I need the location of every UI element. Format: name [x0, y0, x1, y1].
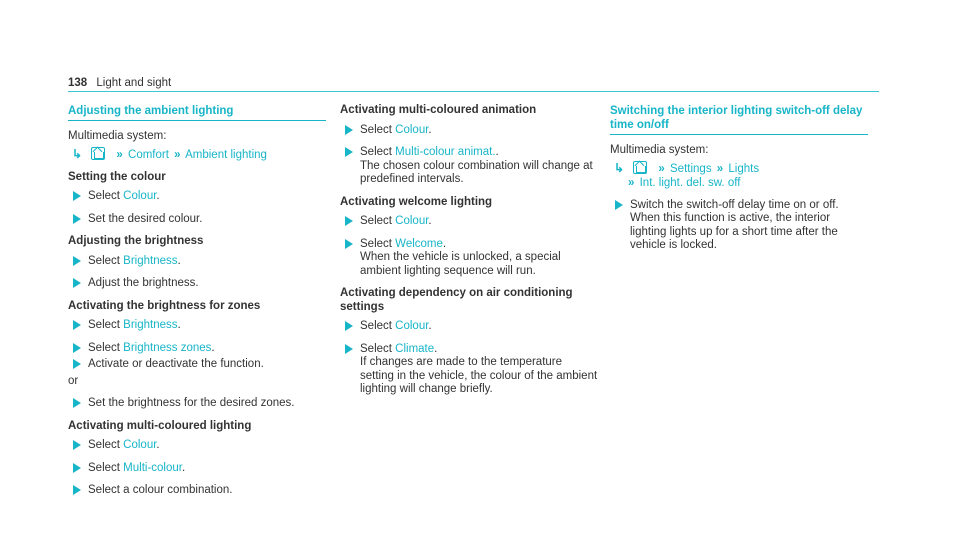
step-item: Select Multi-colour animat.. The chosen colour combination will change at predefined intervals.: [340, 146, 598, 187]
step-arrow-icon: [73, 320, 81, 330]
step-arrow-icon: [345, 216, 353, 226]
menu-option-colour: Colour: [123, 190, 157, 202]
step-arrow-icon: [73, 440, 81, 450]
path-item-comfort: Comfort: [128, 148, 169, 161]
menu-path: [68, 147, 326, 162]
section-title-ambient-lighting: Adjusting the ambient lighting: [68, 104, 326, 121]
menu-path: [610, 161, 868, 190]
double-chevron-icon: »: [174, 148, 179, 161]
menu-option-colour: Colour: [395, 215, 429, 227]
step-arrow-icon: [73, 463, 81, 473]
step-arrow-icon: [615, 200, 623, 210]
column-middle: [340, 104, 598, 406]
home-icon: [633, 161, 647, 174]
step-arrow-icon: [73, 485, 81, 495]
double-chevron-icon: »: [716, 162, 722, 175]
step-arrow-icon: [345, 239, 353, 249]
subsection-animation: Activating multi-coloured animation: [340, 104, 537, 116]
path-item-lights: Lights: [728, 162, 760, 175]
step-arrow-icon: [73, 278, 81, 288]
step-arrow-icon: [73, 359, 81, 369]
path-intro: Multimedia system:: [68, 130, 167, 142]
step-item: Select Colour.: [68, 190, 326, 204]
step-item: Select Brightness.: [68, 319, 326, 333]
subsection-climate: Activating dependency on air conditioning settings: [340, 287, 573, 313]
menu-option-colour: Colour: [395, 123, 429, 136]
step-arrow-icon: [73, 256, 81, 266]
step-item: Select Multi-colour.: [68, 462, 326, 476]
menu-option-brightness: Brightness: [123, 254, 178, 267]
step-description: If changes are made to the temperature setting in the vehicle, the colour of the ambient lighting will change briefly.: [360, 356, 598, 395]
step-item: Adjust the brightness.: [68, 277, 326, 291]
menu-option-brightness: Brightness: [123, 319, 178, 331]
path-item-settings: Settings: [670, 162, 712, 175]
step-arrow-icon: [345, 147, 353, 157]
menu-option-colour: Colour: [123, 439, 157, 451]
step-item: Select Colour.: [340, 320, 598, 334]
double-chevron-icon: »: [658, 162, 663, 175]
page-number: 138: [68, 77, 88, 89]
step-arrow-icon: [73, 191, 81, 201]
menu-option-welcome: Welcome: [395, 237, 443, 250]
subsection-brightness: Adjusting the brightness: [68, 235, 204, 247]
step-item: Set the desired colour.: [68, 213, 326, 227]
path-item-ambient-lighting: Ambient lighting: [185, 148, 267, 161]
step-item: Select Brightness.: [68, 255, 326, 269]
step-description: The chosen colour combination will change at predefined intervals.: [360, 159, 593, 185]
step-item: Select Welcome. When the vehicle is unlocked, a special ambient lighting sequence will run.: [340, 238, 598, 279]
path-item-int-light-del-sw-off: Int. light. del. sw. off: [639, 176, 741, 189]
home-icon: [91, 147, 105, 160]
subsection-welcome: Activating welcome lighting: [340, 195, 493, 208]
step-arrow-icon: [73, 343, 81, 353]
menu-option-brightness-zones: Brightness zones: [123, 341, 212, 354]
subsection-multi-coloured: Activating multi-coloured lighting: [68, 419, 252, 432]
header-divider: [68, 91, 879, 92]
step-item: Select a colour combination.: [68, 484, 326, 498]
subsection-setting-colour: Setting the colour: [68, 170, 166, 183]
or-separator: or: [68, 374, 79, 387]
step-arrow-icon: [73, 214, 81, 224]
step-item: Select Colour.: [340, 124, 598, 138]
step-arrow-icon: [73, 398, 81, 408]
step-arrow-icon: [345, 344, 353, 354]
step-arrow-icon: [345, 321, 353, 331]
section-title-switch-off-delay: Switching the interior lighting switch-off delay time on/off: [610, 104, 868, 135]
step-item: Select Colour.: [340, 215, 598, 229]
step-item: Set the brightness for the desired zones.: [68, 397, 326, 411]
double-chevron-icon: »: [628, 176, 633, 189]
step-item: Select Brightness zones.: [68, 342, 326, 356]
menu-option-multi-colour: Multi-colour: [123, 461, 182, 474]
subsection-brightness-zones: Activating the brightness for zones: [68, 299, 261, 312]
step-item: Switch the switch-off delay time on or off. When this function is active, the interior lighting lights up for a short time after the vehicle is locked.: [610, 199, 868, 253]
header-title: Light and sight: [96, 77, 172, 89]
menu-option-climate: Climate: [395, 342, 435, 355]
step-description: When the vehicle is unlocked, a special ambient lighting sequence will run.: [360, 251, 561, 277]
page-header: [68, 77, 171, 89]
path-intro: Multimedia system:: [610, 144, 709, 156]
return-arrow-icon: ↳: [72, 146, 83, 161]
step-item: Select Colour.: [68, 439, 326, 453]
menu-option-multi-colour-animat: Multi-colour animat.: [395, 146, 496, 158]
step-item: Select Climate. If changes are made to the temperature setting in the vehicle, the colour of the ambient lighting will change briefly.: [340, 343, 598, 397]
step-arrow-icon: [345, 125, 353, 135]
step-item: Activate or deactivate the function.: [68, 358, 326, 372]
double-chevron-icon: »: [116, 148, 121, 161]
column-left: [68, 104, 326, 507]
menu-option-colour: Colour: [395, 320, 429, 332]
return-arrow-icon: ↳: [614, 160, 625, 175]
column-right: [610, 104, 868, 262]
